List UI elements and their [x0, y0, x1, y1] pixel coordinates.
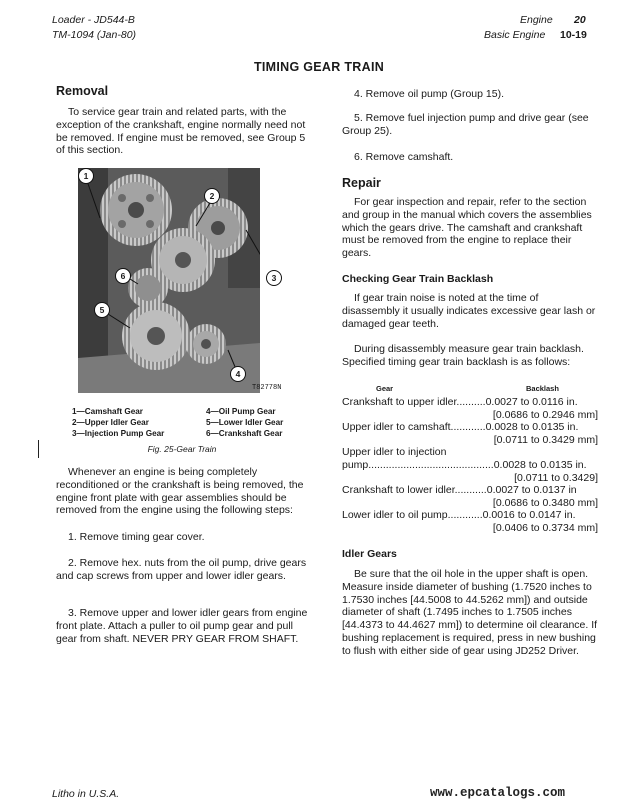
oil-pump-gear — [186, 324, 226, 364]
backlash-value: 0.0028 to 0.0135 in. — [485, 421, 579, 434]
backlash-row-metric — [342, 409, 598, 422]
lower-idler-gear — [122, 302, 190, 370]
legend-item: 5—Lower Idler Gear — [206, 418, 284, 427]
backlash-table — [342, 396, 598, 535]
backlash-row-label — [342, 446, 598, 459]
removal-step-3-text: 3. Remove upper and lower idler gears from engine front plate. Attach a puller to oil pump gear and pull gear from shaft. NEVER PRY GEAR FROM SHAFT. — [56, 607, 308, 645]
backlash-row-metric — [342, 497, 598, 510]
backlash-para1 — [342, 292, 598, 330]
callout-2: 2 — [204, 188, 220, 204]
header-reference: 10-19 — [560, 29, 587, 41]
photo-code: T82778N — [252, 384, 282, 392]
backlash-gear: pump........................................... — [342, 458, 494, 471]
backlash-value: 0.0016 to 0.0147 in. — [482, 509, 576, 522]
backlash-col-backlash: Backlash — [526, 384, 559, 393]
removal-heading: Removal — [56, 84, 109, 98]
header-section: Engine — [520, 14, 553, 26]
backlash-row-metric — [342, 522, 598, 535]
backlash-gear: Upper idler to camshaft............ — [342, 421, 486, 434]
backlash-value: 0.0028 to 0.0135 in. — [493, 458, 587, 471]
gear-train-photo — [78, 168, 260, 393]
callout-5: 5 — [94, 302, 110, 318]
backlash-col-gear: Gear — [376, 384, 394, 393]
repair-text — [342, 196, 598, 260]
backlash-value: 0.0027 to 0.0116 in. — [485, 396, 578, 408]
legend-item: 4—Oil Pump Gear — [206, 407, 276, 416]
backlash-metric: [0.0686 to 0.3480 mm] — [492, 496, 598, 509]
removal-step-5-text: 5. Remove fuel injection pump and drive gear (see Group 25). — [342, 112, 589, 137]
removal-step-2-text: 2. Remove hex. nuts from the oil pump, drive gears and cap screws from upper and lower idler gears. — [56, 557, 307, 582]
removal-intro — [56, 106, 313, 157]
header-model: Loader - JD544-B — [52, 14, 135, 26]
backlash-heading: Checking Gear Train Backlash — [342, 273, 494, 285]
backlash-row-metric — [342, 434, 598, 447]
repair-heading: Repair — [342, 176, 381, 190]
figure-legend-right — [206, 406, 283, 439]
removal-step-2 — [56, 557, 313, 583]
backlash-metric: [0.0711 to 0.3429 mm] — [493, 433, 598, 446]
idler-text — [342, 568, 598, 658]
removal-step-4: 4. Remove oil pump (Group 15). — [354, 88, 504, 100]
backlash-para2-text: During disassembly measure gear train backlash. Specified timing gear train backlash is as follows: — [342, 343, 584, 368]
figure-legend-left — [72, 406, 164, 439]
header-manual: TM-1094 (Jan-80) — [52, 29, 137, 41]
header-page-number: 20 — [574, 14, 586, 26]
backlash-para2 — [342, 343, 598, 369]
backlash-gear: Lower idler to oil pump............ — [342, 509, 483, 522]
removal-step-3 — [56, 607, 313, 645]
footer-litho: Litho in U.S.A. — [52, 788, 120, 800]
removal-step-1: 1. Remove timing gear cover. — [68, 531, 205, 543]
callout-1: 1 — [78, 168, 94, 184]
removal-para2 — [56, 466, 313, 517]
callout-3: 3 — [266, 270, 282, 286]
page-title: TIMING GEAR TRAIN — [253, 60, 385, 74]
removal-para2-text: Whenever an engine is being completely reconditioned or the crankshaft is being removed, the engine front plate with gear assemblies should be removed from the engine using the following steps: — [56, 466, 304, 517]
backlash-metric: [0.0686 to 0.2946 mm] — [492, 408, 598, 421]
backlash-metric: [0.0406 to 0.3734 mm] — [492, 521, 598, 534]
backlash-gear: Crankshaft to upper idler.......... — [342, 396, 486, 408]
backlash-para1-text: If gear train noise is noted at the time of disassembly it usually indicates excessive gear lash or damaged gear teeth. — [342, 292, 596, 330]
backlash-gear-line1: Upper idler to injection — [342, 446, 447, 459]
camshaft-gear — [100, 174, 172, 246]
footer-watermark: www.epcatalogs.com — [430, 786, 566, 800]
revision-bar — [38, 440, 39, 458]
removal-step-5 — [342, 112, 598, 138]
removal-step-6: 6. Remove camshaft. — [354, 151, 454, 163]
backlash-row — [342, 459, 598, 472]
backlash-row — [342, 484, 598, 497]
legend-item: 3—Injection Pump Gear — [72, 429, 165, 438]
legend-item: 6—Crankshaft Gear — [206, 429, 283, 438]
backlash-value: 0.0027 to 0.0137 in — [486, 484, 577, 497]
legend-item: 1—Camshaft Gear — [72, 407, 143, 416]
removal-intro-text: To service gear train and related parts, with the exception of the crankshaft, engine normally need not be removed. If engine must be removed, see Group 5 of this section. — [56, 106, 306, 157]
header-subsection: Basic Engine — [484, 29, 546, 41]
figure-caption: Fig. 25-Gear Train — [147, 444, 217, 454]
crankshaft-gear — [128, 268, 168, 308]
backlash-row-metric — [342, 472, 598, 485]
backlash-row — [342, 509, 598, 522]
callout-6: 6 — [115, 268, 131, 284]
idler-text-body: Be sure that the oil hole in the upper shaft is open. Measure inside diameter of bushing (1.7520 inches to 1.7530 inches [44.5008 to 44.5262 mm]) and outside diameter of shaft (1.7495 inches to 1.7505 inches [44.4373 to 44.4627 mm]) to determine oil clearance. If bushing replacement is required, press in new bushing to flush with either side of gear using JD252 Driver. — [342, 568, 598, 657]
backlash-row — [342, 421, 598, 434]
backlash-metric: [0.0711 to 0.3429] — [514, 471, 598, 484]
repair-text-body: For gear inspection and repair, refer to the section and group in the manual which covers the assemblies which the gears drive. The camshaft and crankshaft must be removed from the engine to replace their gears. — [342, 196, 592, 260]
idler-heading: Idler Gears — [342, 548, 397, 560]
backlash-row — [342, 396, 598, 409]
backlash-gear: Crankshaft to lower idler........... — [342, 484, 487, 497]
legend-item: 2—Upper Idler Gear — [72, 418, 149, 427]
callout-4: 4 — [230, 366, 246, 382]
